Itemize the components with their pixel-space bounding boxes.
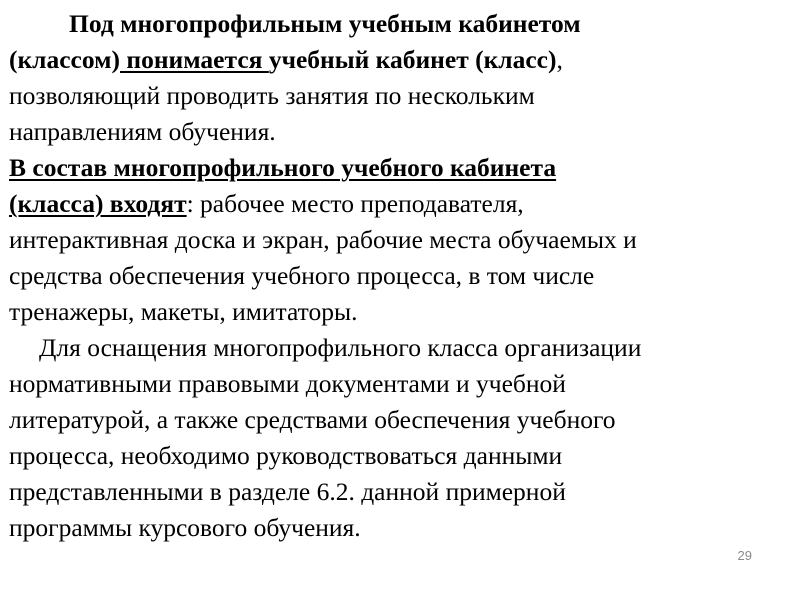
paragraph-composition-line-3: интерактивная доска и экран, рабочие места обучаемых и xyxy=(9,225,637,254)
slide-body xyxy=(9,6,789,546)
paragraph-equipment-line-5: представленными в разделе 6.2. данной примерной xyxy=(9,477,566,506)
term-klassa-vkhodyat: (класса) входят xyxy=(9,189,187,218)
paragraph-equipment-line-3: литературой, а также средствами обеспечения учебного xyxy=(9,405,616,434)
paragraph-equipment-line-1: Для оснащения многопрофильного класса организации xyxy=(39,333,642,362)
paragraph-composition-line-4: средства обеспечения учебного процесса, в том числе xyxy=(9,261,595,290)
term-uchebny-kabinet: учебный кабинет (класс) xyxy=(268,45,557,74)
paragraph-composition-line-5: тренажеры, макеты, имитаторы. xyxy=(9,297,358,326)
composition-start: : рабочее место преподавателя, xyxy=(186,189,524,218)
page-number: 29 xyxy=(737,548,752,563)
term-klassom: (классом) xyxy=(9,45,121,74)
comma: , xyxy=(556,45,563,74)
paragraph-definition-line-1: Под многопрофильным учебным кабинетом xyxy=(69,9,581,38)
paragraph-definition xyxy=(9,6,789,150)
paragraph-equipment-line-4: процесса, необходимо руководствоваться данными xyxy=(9,441,563,470)
paragraph-composition-line-1: В состав многопрофильного учебного кабинета xyxy=(9,153,557,182)
paragraph-equipment-line-2: нормативными правовыми документами и учебной xyxy=(9,369,566,398)
paragraph-definition-line-2 xyxy=(9,42,789,78)
paragraph-equipment xyxy=(9,330,789,546)
paragraph-definition-line-3: позволяющий проводить занятия по нескольким xyxy=(9,81,535,110)
term-ponimaetsya: понимается xyxy=(120,45,269,74)
paragraph-equipment-line-6: программы курсового обучения. xyxy=(9,513,361,542)
paragraph-definition-line-4: направлениям обучения. xyxy=(9,117,276,146)
paragraph-composition-line-2 xyxy=(9,186,789,222)
paragraph-composition xyxy=(9,150,789,330)
